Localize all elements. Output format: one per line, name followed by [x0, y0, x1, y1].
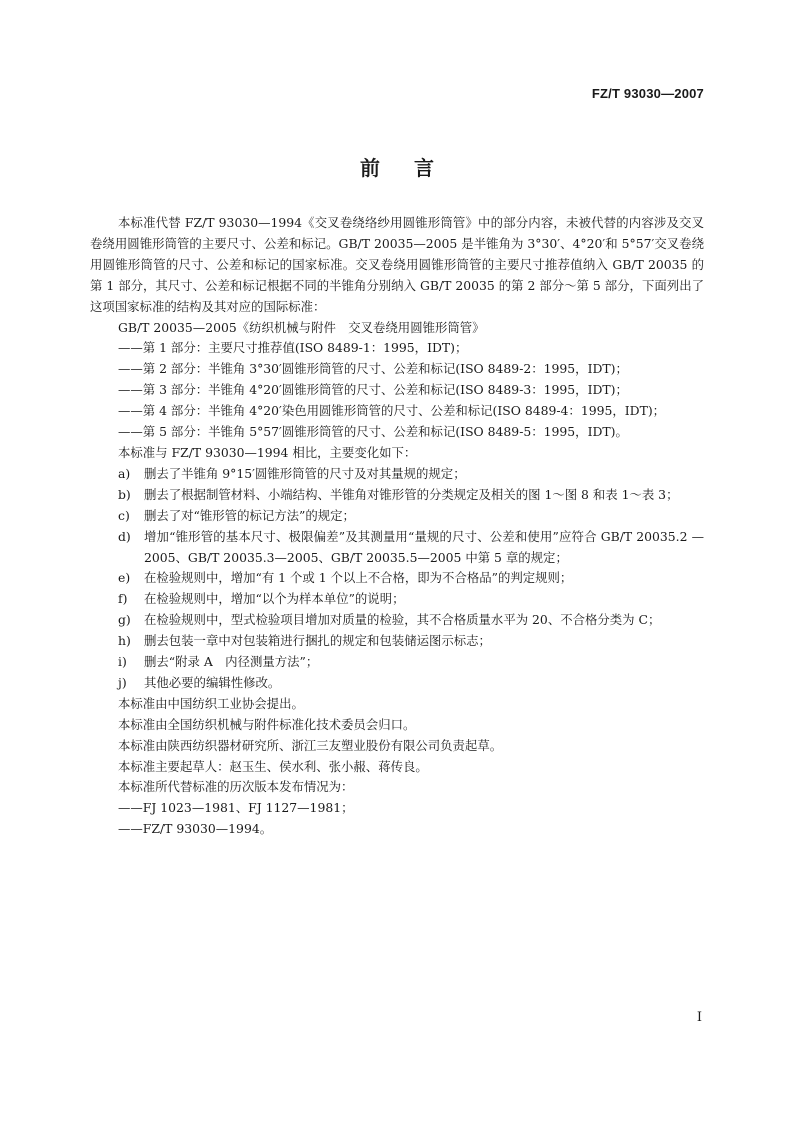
part-item: ——第 5 部分：半锥角 5°57′圆锥形筒管的尺寸、公差和标记(ISO 8489-5：1995，IDT)。: [118, 424, 628, 440]
part-item: ——第 1 部分：主要尺寸推荐值(ISO 8489-1：1995，IDT)；: [118, 340, 468, 356]
change-label: d): [118, 528, 131, 544]
proposer-statement: 本标准由中国纺织工业协会提出。: [118, 695, 304, 711]
change-text: 其他必要的编辑性修改。: [144, 674, 281, 690]
centralized-statement: 本标准由全国纺织机械与附件标准化技术委员会归口。: [118, 716, 416, 732]
series-title: GB/T 20035—2005《纺织机械与附件 交叉卷绕用圆锥形筒管》: [118, 319, 485, 335]
change-text: 在检验规则中，增加“以个为样本单位”的说明；: [144, 591, 405, 607]
change-label: i): [118, 654, 127, 670]
change-label: a): [118, 465, 131, 481]
change-label: j): [118, 674, 127, 690]
foreword-body: [90, 213, 704, 840]
change-text: 增加“锥形管的基本尺寸、极限偏差”及其测量用“量规的尺寸、公差和使用”应符合 GB/T 20035.2 —2005、GB/T 20035.3—2005、GB/T 20035.5—2005 中第 5 章的规定；: [144, 528, 704, 565]
change-item: [90, 464, 704, 485]
change-item: [90, 589, 704, 610]
change-text: 在检验规则中，型式检验项目增加对质量的检验，其不合格质量水平为 20、不合格分类为 C；: [144, 612, 661, 628]
change-label: h): [118, 633, 131, 649]
part-item: ——第 4 部分：半锥角 4°20′染色用圆锥形筒管的尺寸、公差和标记(ISO 8489-4：1995，IDT)；: [118, 403, 666, 419]
standard-code: FZ/T 93030—2007: [591, 86, 704, 101]
part-item: ——第 3 部分：半锥角 4°20′圆锥形筒管的尺寸、公差和标记(ISO 8489-3：1995，IDT)；: [118, 382, 628, 398]
change-text: 在检验规则中，增加“有 1 个或 1 个以上不合格，即为不合格品”的判定规则；: [144, 570, 573, 586]
change-text: 删去包装一章中对包装箱进行捆扎的规定和包装储运图示标志；: [144, 633, 491, 649]
drafting-units-statement: 本标准由陕西纺织器材研究所、浙江三友塑业股份有限公司负责起草。: [118, 737, 503, 753]
change-label: e): [118, 570, 131, 586]
change-item: [90, 527, 704, 569]
change-text: 删去了半锥角 9°15′圆锥形筒管的尺寸及对其量规的规定；: [144, 465, 466, 481]
change-text: 删去了根据制管材料、小端结构、半锥角对锥形管的分类规定及相关的图 1～图 8 和表 1～表 3；: [144, 486, 679, 502]
part-item: ——第 2 部分：半锥角 3°30′圆锥形筒管的尺寸、公差和标记(ISO 8489-2：1995，IDT)；: [118, 361, 628, 377]
change-item: [90, 652, 704, 673]
intro-paragraph: 本标准代替 FZ/T 93030—1994《交叉卷绕络纱用圆锥形筒管》中的部分内容，未被代替的内容涉及交叉卷绕用圆锥形筒管的主要尺寸、公差和标记。GB/T 20035—2005 是半锥角为 3°30′、4°20′和 5°57′交叉卷绕用圆锥形筒管的尺寸、公差和标记的国家标准。交叉卷绕用圆锥形筒管的主要尺寸推荐值纳入 GB/T 20035 的第 1 部分，其尺寸、公差和标记根据不同的半锥角分别纳入 GB/T 20035 的第 2 部分～第 5 部分，下面列出了这项国家标准的结构及其对应的国际标准：: [90, 215, 704, 314]
change-item: [90, 568, 704, 589]
change-item: [90, 485, 704, 506]
change-item: [90, 673, 704, 694]
changes-intro: 本标准与 FZ/T 93030—1994 相比，主要变化如下：: [118, 444, 417, 460]
change-item: [90, 610, 704, 631]
change-item: [90, 631, 704, 652]
change-label: b): [118, 486, 131, 502]
change-text: 删去了对“锥形管的标记方法”的规定；: [144, 507, 355, 523]
change-text: 删去“附录 A 内径测量方法”；: [144, 654, 319, 670]
history-item: ——FZ/T 93030—1994。: [118, 821, 273, 837]
page-title: 前言: [360, 156, 468, 180]
change-item: [90, 506, 704, 527]
change-label: c): [118, 507, 130, 523]
change-label: g): [118, 612, 131, 628]
page-number: I: [696, 1010, 702, 1025]
drafters-statement: 本标准主要起草人：赵玉生、侯水利、张小赧、蒋传良。: [118, 758, 428, 774]
history-item: ——FJ 1023—1981、FJ 1127—1981；: [118, 800, 354, 816]
history-intro: 本标准所代替标准的历次版本发布情况为：: [118, 779, 354, 795]
change-label: f): [118, 591, 128, 607]
